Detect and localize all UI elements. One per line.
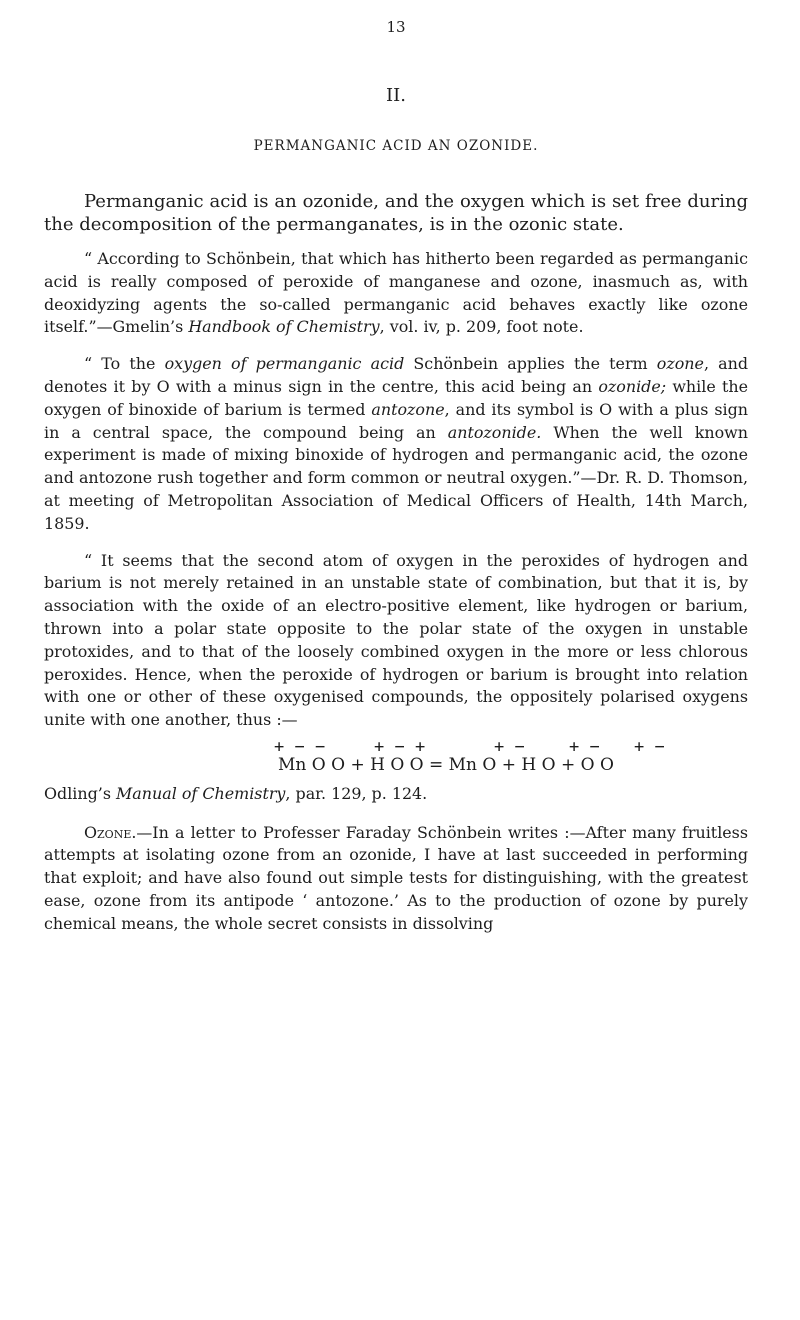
gmelin-quote-paragraph	[44, 248, 748, 339]
thomson-emph-antozonide: antozonide.	[447, 422, 542, 442]
odling-text: Odling’s	[44, 783, 117, 803]
signs-h2o2: + − +	[374, 736, 426, 757]
page-number: 13	[386, 18, 406, 36]
chemical-equation: Mn O O + H O O = Mn O + H O + O O	[278, 754, 614, 775]
page	[44, 0, 748, 1320]
signs-ho: + −	[569, 736, 600, 757]
odling-work-title: Manual of Chemistry	[116, 783, 286, 803]
thomson-emph-oxygen: oxygen of permanganic acid	[164, 354, 405, 374]
thomson-emph-ozone: ozone	[656, 354, 704, 374]
odling-page-ref: , par. 129, p. 124.	[285, 783, 428, 803]
peroxides-paragraph: “ It seems that the second atom of oxygen in the peroxides of hydrogen and barium is not merely retained in an unstable state of combination, but that it is, by association with the oxide of an electro-positive element, like hydrogen or barium, thrown into a polar state opposite to the polar state of the oxygen in unstable protoxides, and to that of the loosely combined oxygen in the more or less chlorous peroxides. Hence, when the peroxide of hydrogen or barium is brought into relation with one or other of these oxygenised compounds, the oppositely polarised oxygens unite with one another, thus :—	[44, 550, 748, 730]
gmelin-work-title: Handbook of Chemistry	[188, 317, 380, 337]
thomson-text-3: Schönbein applies the term	[404, 354, 657, 374]
thomson-emph-ozonide: ozonide;	[598, 376, 667, 396]
equation-polarity-signs	[44, 736, 748, 756]
thomson-text-11: When the well known experiment is made of mixing binoxide of hydrogen and permanganic acid, the ozone and antozone rush together and form common or neutral oxygen.”—Dr. R. D. Thomson, at meeting of Metropolitan Association of Medical Officers of Health, 14th March, 1859.	[44, 422, 748, 533]
ozone-text: —In a letter to Professer Faraday Schönbein writes :—After many fruitless attempts at isolating ozone from an ozonide, I have at last succeeded in performing that exploit; and have also found out simple tests for distinguishing, with the greatest ease, ozone from its antipode ‘ antozone.’ As to the production of ozone by purely chemical means, the whole secret consists in dissolving	[44, 822, 748, 933]
odling-reference	[44, 783, 748, 806]
section-number: II.	[386, 85, 406, 106]
thomson-text-1: “ To the	[84, 354, 165, 374]
gmelin-reference: , vol. iv, p. 209, foot note.	[379, 317, 584, 337]
ozone-paragraph	[44, 822, 748, 936]
gmelin-quote: “ According to Schönbein, that which has hitherto been regarded as permanganic acid is really composed of peroxide of manganese and ozone, inasmuch as, with deoxidyzing agents the so-called permanganic acid behaves exactly like ozone itself.”—Gmelin’s	[44, 249, 748, 337]
signs-mno: + −	[494, 736, 525, 757]
thomson-quote-paragraph	[44, 353, 748, 535]
intro-paragraph: Permanganic acid is an ozonide, and the oxygen which is set free during the decomposition of the permanganates, is in the ozonic state.	[44, 191, 748, 235]
ozone-label: Ozone.	[84, 822, 137, 842]
thomson-text-5: , and denotes it by O with a minus sign in the centre, this acid being an	[44, 354, 749, 396]
signs-mno2: + − −	[274, 736, 326, 757]
signs-oo: + −	[634, 736, 665, 757]
section-title: PERMANGANIC ACID AN OZONIDE.	[253, 138, 539, 154]
body-text	[44, 190, 748, 950]
thomson-text-7: while the oxygen of binoxide of barium is termed	[44, 376, 748, 419]
thomson-text-9: , and its symbol is O with a plus sign in a central space, the compound being an	[44, 399, 748, 442]
thomson-emph-antozone: antozone	[371, 399, 445, 419]
